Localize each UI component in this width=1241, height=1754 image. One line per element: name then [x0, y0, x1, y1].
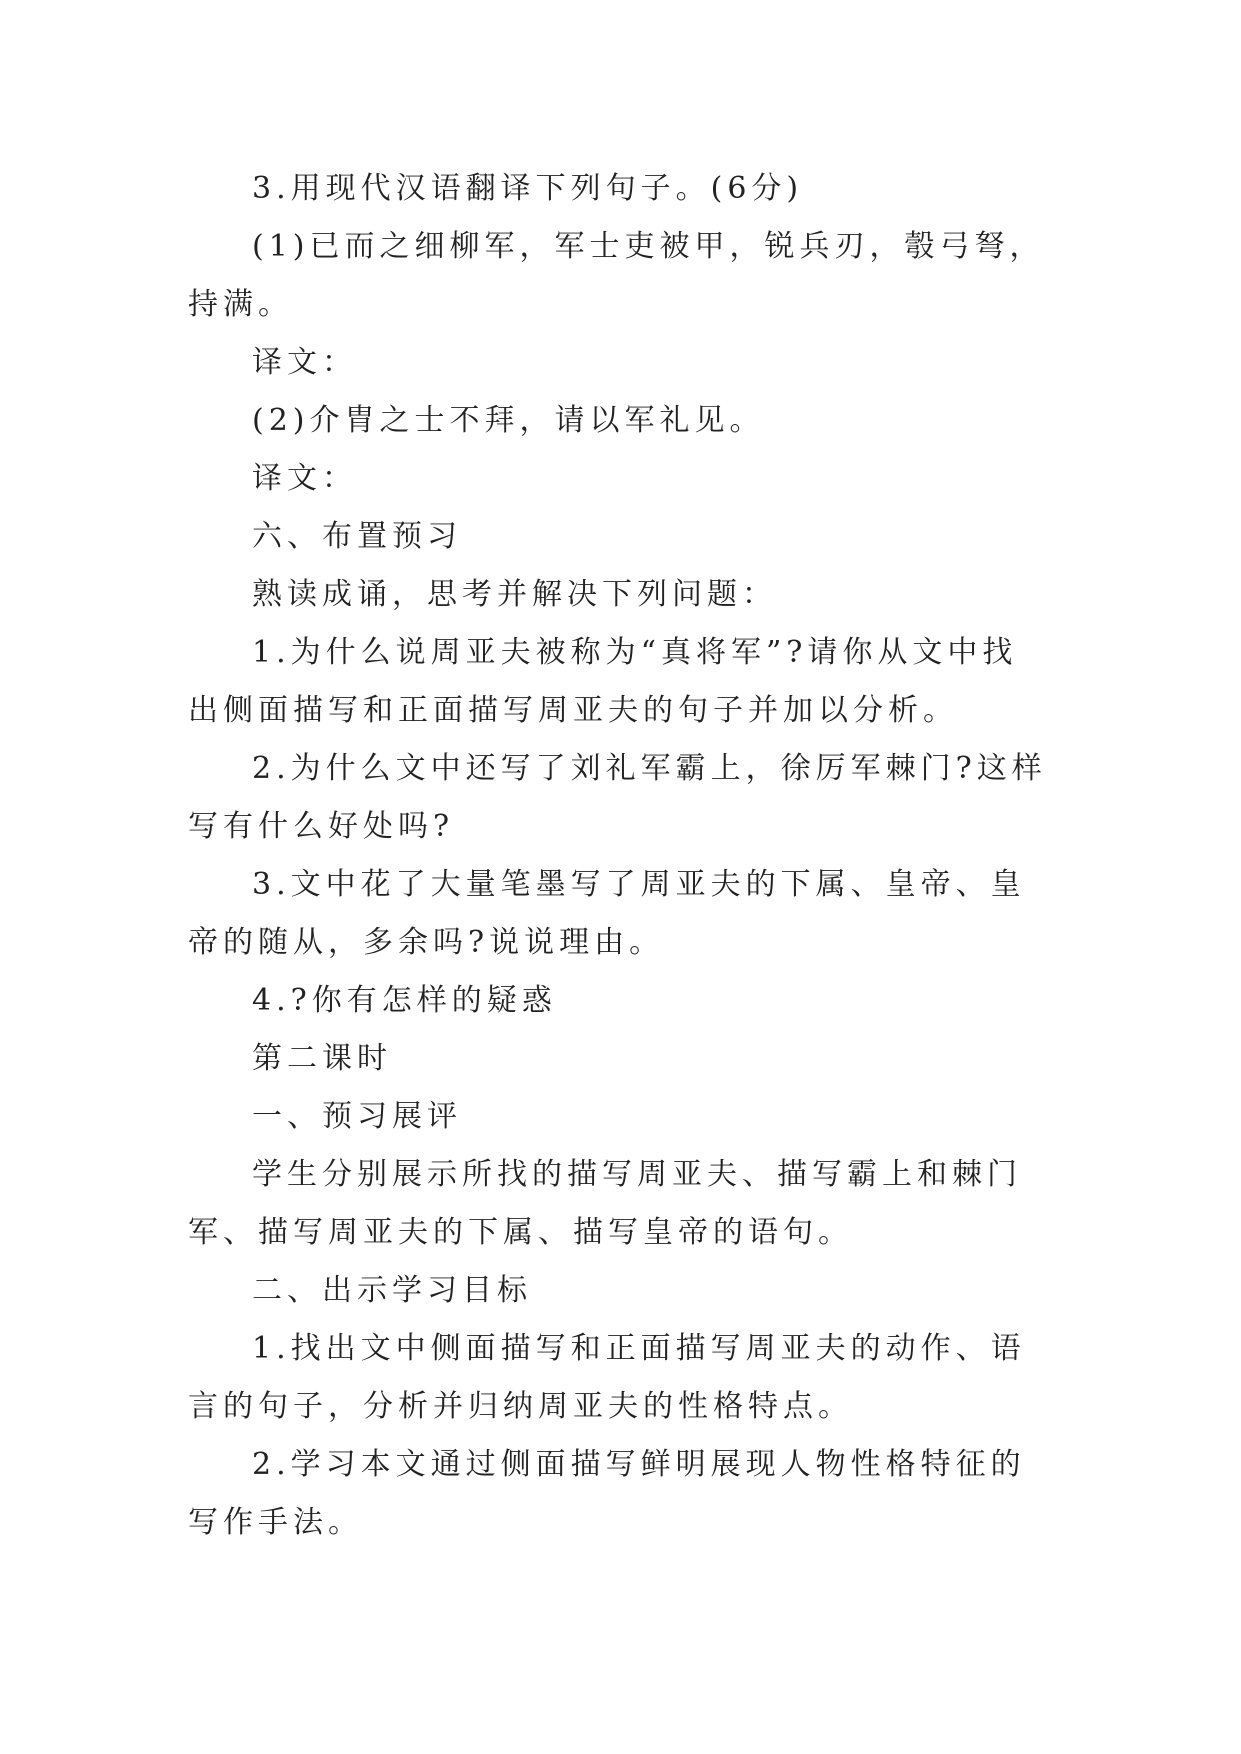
objective-1: 1.找出文中侧面描写和正面描写周亚夫的动作、语言的句子，分析并归纳周亚夫的性格特点。 — [188, 1331, 1026, 1424]
sentence-2: (2)介胄之士不拜，请以军礼见。 — [252, 403, 765, 438]
sentence-1: (1)已而之细柳军，军士吏被甲，锐兵刃，彀弓弩，持满。 — [188, 229, 1045, 322]
preview-question-2: 2.为什么文中还写了刘礼军霸上，徐厉军棘门?这样写有什么好处吗? — [188, 751, 1047, 844]
objective-2: 2.学习本文通过侧面描写鲜明展现人物性格特征的写作手法。 — [188, 1447, 1026, 1540]
question-3-heading: 3.用现代汉语翻译下列句子。(6分) — [252, 171, 804, 206]
preview-question-1: 1.为什么说周亚夫被称为“真将军”?请你从文中找出侧面描写和正面描写周亚夫的句子并加以分析。 — [188, 635, 1018, 728]
translation-label-2: 译文： — [252, 461, 357, 496]
translation-label-1: 译文： — [252, 345, 357, 380]
section-heading-preview: 六、布置预习 — [252, 519, 462, 554]
section-heading-preview-review: 一、预习展评 — [252, 1099, 462, 1134]
document-body — [188, 160, 1048, 1552]
student-activity: 学生分别展示所找的描写周亚夫、描写霸上和棘门军、描写周亚夫的下属、描写皇帝的语句。 — [188, 1157, 1022, 1250]
lesson-2-heading: 第二课时 — [252, 1041, 392, 1076]
section-heading-objectives: 二、出示学习目标 — [252, 1273, 532, 1308]
preview-question-4: 4.?你有怎样的疑惑 — [252, 983, 557, 1018]
preview-question-3: 3.文中花了大量笔墨写了周亚夫的下属、皇帝、皇帝的随从，多余吗?说说理由。 — [188, 867, 1026, 960]
preview-instruction: 熟读成诵，思考并解决下列问题： — [252, 577, 777, 612]
